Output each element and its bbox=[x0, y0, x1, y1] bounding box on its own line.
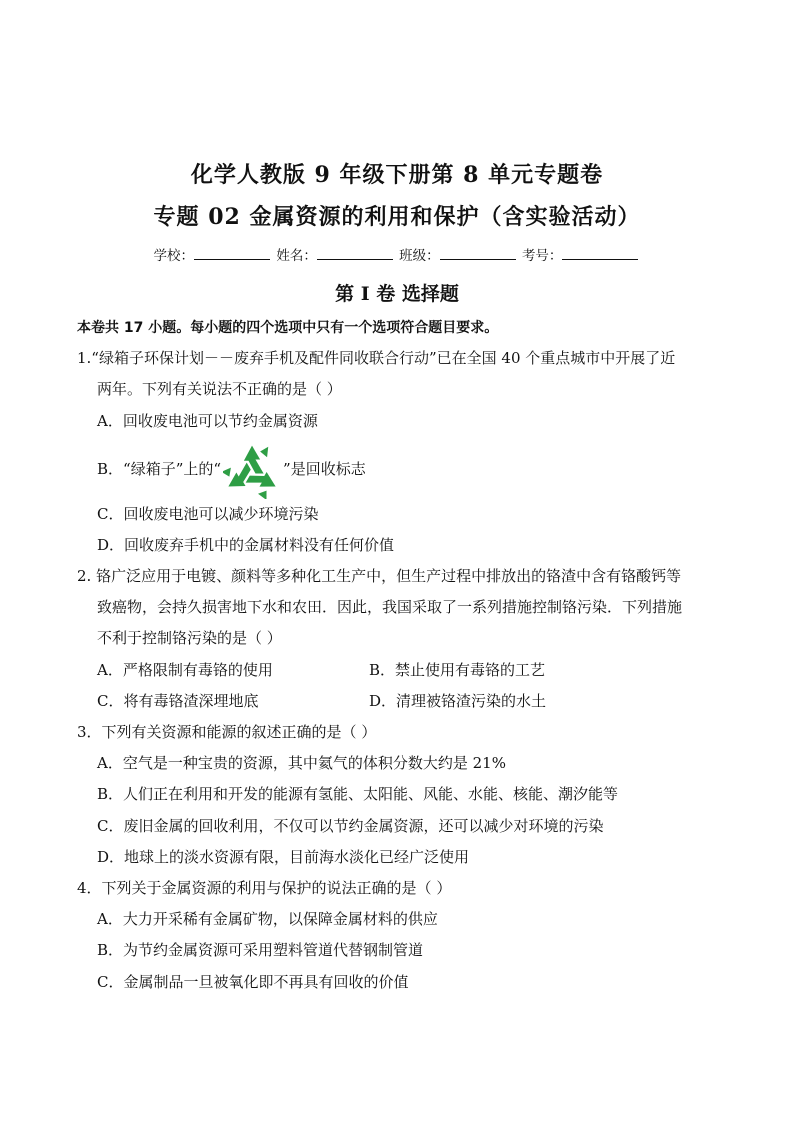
question-3-option-a: A．空气是一种宝贵的资源，其中氦气的体积分数大约是 21% bbox=[97, 754, 506, 772]
question-1-stem-line-2: 两年。下列有关说法不正确的是（ ） bbox=[97, 380, 342, 398]
question-3-option-b: B．人们正在利用和开发的能源有氢能、太阳能、风能、水能、核能、潮汐能等 bbox=[97, 785, 619, 803]
section-instruction: 本卷共 17 小题。每小题的四个选项中只有一个选项符合题目要求。 bbox=[77, 320, 499, 336]
class-blank[interactable] bbox=[440, 245, 516, 260]
section-title: 第 I 卷 选择题 bbox=[335, 283, 459, 305]
question-2-stem-line-1: 2. 铬广泛应用于电镀、颜料等多种化工生产中，但生产过程中排放出的铬渣中含有铬酸钙等 bbox=[77, 567, 682, 585]
question-2-stem-line-2: 致癌物，会持久损害地下水和农田．因此，我国采取了一系列措施控制铬污染．下列措施 bbox=[97, 598, 683, 616]
question-1-option-b bbox=[97, 440, 366, 499]
question-1-option-c: C．回收废电池可以减少环境污染 bbox=[97, 505, 319, 523]
exam-number-blank[interactable] bbox=[562, 245, 638, 260]
question-2-option-b: B．禁止使用有毒铬的工艺 bbox=[369, 661, 546, 679]
question-2-option-a: A．严格限制有毒铬的使用 bbox=[97, 661, 273, 679]
exam-number-label: 考号： bbox=[521, 248, 563, 264]
class-label: 班级： bbox=[399, 248, 440, 264]
question-2-option-c: C．将有毒铬渣深埋地底 bbox=[97, 692, 259, 710]
student-info-line bbox=[0, 244, 794, 264]
school-label: 学校： bbox=[153, 248, 195, 264]
question-3-option-d: D．地球上的淡水资源有限，目前海水淡化已经广泛使用 bbox=[97, 848, 470, 866]
exam-title: 化学人教版 9 年级下册第 8 单元专题卷 bbox=[190, 162, 604, 188]
question-4-option-b: B．为节约金属资源可采用塑料管道代替钢制管道 bbox=[97, 941, 424, 959]
question-1-stem-line-1: 1.“绿箱子环保计划－－废弃手机及配件同收联合行动”已在全国 40 个重点城市中开展了近 bbox=[77, 349, 676, 367]
question-2-option-d: D．清理被铬渣污染的水土 bbox=[369, 692, 547, 710]
option-b-suffix: ”是回收标志 bbox=[283, 460, 366, 478]
option-b-prefix: B．“绿箱子”上的“ bbox=[97, 460, 222, 478]
exam-subtitle: 专题 02 金属资源的利用和保护（含实验活动） bbox=[153, 204, 641, 230]
recycle-icon bbox=[223, 441, 281, 499]
question-4-option-c: C．金属制品一旦被氧化即不再具有回收的价值 bbox=[97, 973, 409, 991]
question-3-option-c: C．废旧金属的回收利用，不仅可以节约金属资源，还可以减少对环境的污染 bbox=[97, 817, 604, 835]
question-2-stem-line-3: 不利于控制铬污染的是（ ） bbox=[97, 629, 282, 647]
question-1-option-a: A．回收废电池可以节约金属资源 bbox=[97, 412, 318, 430]
question-4-stem-line-1: 4．下列关于金属资源的利用与保护的说法正确的是（ ） bbox=[77, 879, 452, 897]
question-3-stem-line-1: 3．下列有关资源和能源的叙述正确的是（ ） bbox=[77, 723, 377, 741]
name-blank[interactable] bbox=[317, 245, 393, 260]
school-blank[interactable] bbox=[194, 245, 270, 260]
question-4-option-a: A．大力开采稀有金属矿物，以保障金属材料的供应 bbox=[97, 910, 438, 928]
question-1-option-d: D．回收废弃手机中的金属材料没有任何价值 bbox=[97, 536, 395, 554]
name-label: 姓名： bbox=[276, 248, 317, 264]
